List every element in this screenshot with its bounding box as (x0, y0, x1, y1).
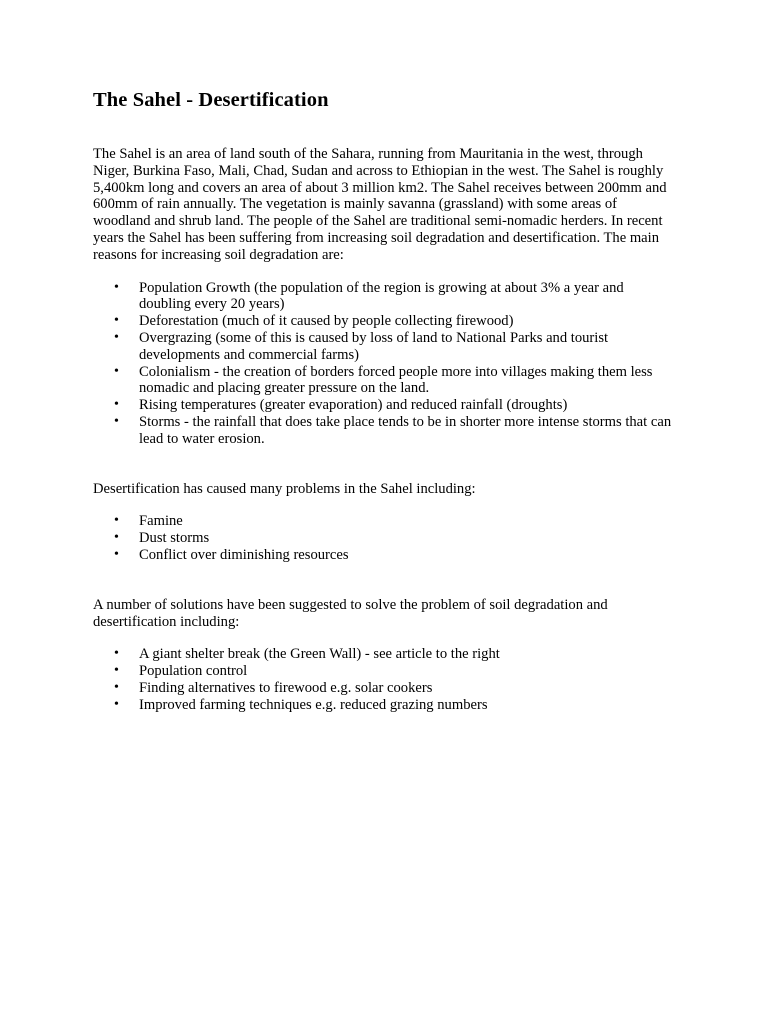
list-item: • Storms - the rainfall that does take place tends to be in shorter more intense storms that can lead to water erosion. (93, 414, 673, 448)
list-item: • Population control (93, 663, 673, 680)
list-item: • Finding alternatives to firewood e.g. solar cookers (93, 680, 673, 697)
list-item: • A giant shelter break (the Green Wall) - see article to the right (93, 646, 673, 663)
problems-intro-paragraph: Desertification has caused many problems in the Sahel including: (93, 480, 476, 497)
list-item: • Population Growth (the population of the region is growing at about 3% a year and doubling every 20 years) (93, 280, 673, 314)
document-page (93, 88, 673, 714)
list-item: • Famine (93, 513, 673, 530)
reasons-list (93, 280, 673, 448)
solutions-list (93, 646, 673, 713)
list-item: • Dust storms (93, 530, 673, 547)
document-title: The Sahel - Desertification (93, 89, 329, 111)
list-item: • Rising temperatures (greater evaporation) and reduced rainfall (droughts) (93, 397, 673, 414)
list-item: • Conflict over diminishing resources (93, 547, 673, 564)
intro-paragraph: The Sahel is an area of land south of the Sahara, running from Mauritania in the west, through Niger, Burkina Faso, Mali, Chad, Sudan and across to Ethiopian in the west. The Sahel is roughly 5,400km long and covers an area of about 3 million km2. The Sahel receives between 200mm and 600mm of rain annually. The vegetation is mainly savanna (grassland) with some areas of woodland and shrub land. The people of the Sahel are traditional semi-nomadic herders. In recent years the Sahel has been suffering from increasing soil degradation and desertification. The main reasons for increasing soil degradation are: (93, 146, 667, 263)
problems-list (93, 513, 673, 563)
list-item: • Overgrazing (some of this is caused by loss of land to National Parks and tourist developments and commercial farms) (93, 330, 673, 364)
list-item: • Deforestation (much of it caused by people collecting firewood) (93, 313, 673, 330)
list-item: • Colonialism - the creation of borders forced people more into villages making them less nomadic and placing greater pressure on the land. (93, 364, 673, 398)
solutions-intro-paragraph: A number of solutions have been suggested to solve the problem of soil degradation and desertification including: (93, 596, 608, 630)
list-item: • Improved farming techniques e.g. reduced grazing numbers (93, 697, 673, 714)
